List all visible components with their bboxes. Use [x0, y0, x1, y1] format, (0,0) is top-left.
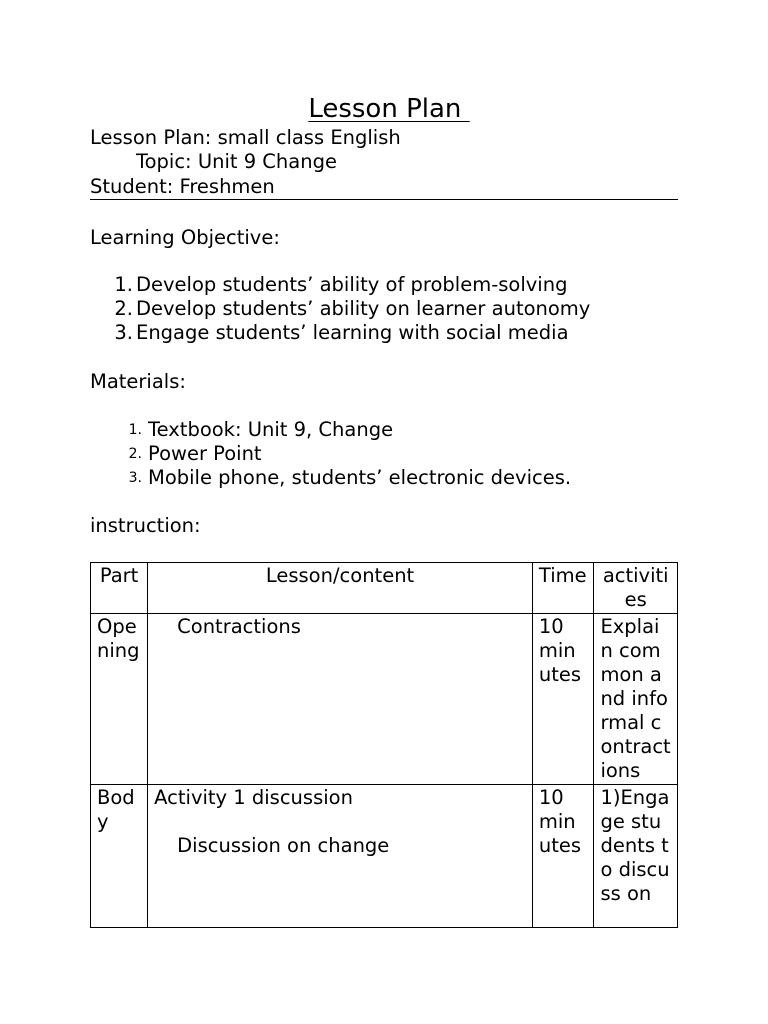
- topic-line: Topic: Unit 9 Change: [136, 150, 337, 173]
- table-header-row: [91, 563, 678, 614]
- cell-content: [148, 614, 533, 785]
- instruction-heading: instruction:: [90, 514, 201, 537]
- header-content: Lesson/content: [148, 563, 533, 614]
- header-part: Part: [91, 563, 148, 614]
- header-activities: activities: [594, 563, 678, 614]
- cell-activities: Explain common and informal contractions: [594, 614, 678, 785]
- learning-objective-list: [114, 273, 591, 345]
- cell-time: 10 minutes: [532, 614, 594, 785]
- document-title: Lesson Plan: [308, 94, 470, 124]
- list-item: [114, 297, 591, 321]
- content-line: Activity 1 discussion: [154, 786, 353, 809]
- cell-part: Body: [91, 785, 148, 928]
- list-item-text: Develop students’ ability of problem-solving: [136, 273, 568, 296]
- list-item: [128, 466, 572, 490]
- list-item-text: Textbook: Unit 9, Change: [148, 418, 394, 441]
- header-time: Time: [532, 563, 594, 614]
- list-number: 2.: [114, 297, 133, 320]
- list-item-text: Power Point: [148, 442, 262, 465]
- list-number: 3.: [114, 321, 133, 344]
- cell-time: 10 minutes: [532, 785, 594, 928]
- list-item-text: Develop students’ ability on learner autonomy: [136, 297, 591, 320]
- lesson-plan-line: Lesson Plan: small class English: [90, 126, 401, 149]
- lesson-table: [90, 562, 678, 928]
- table-row: [91, 785, 678, 928]
- learning-objective-heading: Learning Objective:: [90, 226, 280, 249]
- list-item: [128, 442, 571, 466]
- list-number: 1.: [128, 422, 142, 438]
- list-number: 2.: [128, 446, 142, 462]
- content-line: Discussion on change: [177, 834, 390, 857]
- materials-list: [128, 418, 572, 490]
- cell-activities: 1)Engage students to discuss on: [594, 785, 678, 928]
- table-row: [91, 614, 678, 785]
- list-item: [114, 321, 590, 345]
- list-item-text: Engage students’ learning with social media: [136, 321, 569, 344]
- header-divider: [90, 199, 678, 200]
- cell-content: [148, 785, 533, 928]
- student-line: Student: Freshmen: [90, 175, 275, 198]
- cell-part: Opening: [91, 614, 148, 785]
- list-item: [128, 418, 571, 442]
- materials-heading: Materials:: [90, 370, 186, 393]
- list-number: 1.: [114, 273, 133, 296]
- list-number: 3.: [128, 470, 142, 486]
- list-item-text: Mobile phone, students’ electronic devices.: [148, 466, 572, 489]
- list-item: [114, 273, 590, 297]
- content-line: Contractions: [177, 615, 301, 638]
